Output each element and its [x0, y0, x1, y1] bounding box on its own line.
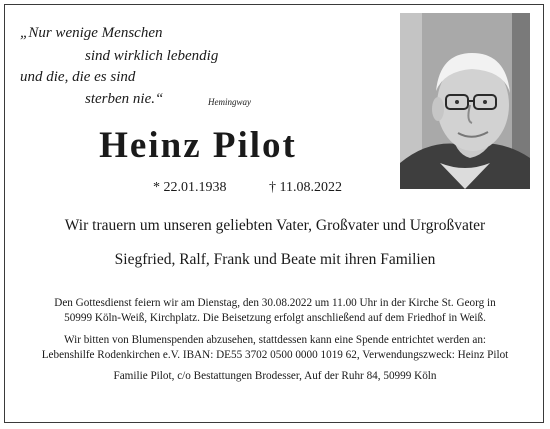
service-line-2: 50999 Köln-Weiß, Kirchplatz. Die Beisetzung erfolgt anschließend auf dem Friedhof in Weiß.: [64, 312, 486, 324]
contact-line: Familie Pilot, c/o Bestattungen Brodesser, Auf der Ruhr 84, 50999 Köln: [113, 370, 437, 382]
mourners-line: Siegfried, Ralf, Frank und Beate mit ihren Familien: [114, 251, 436, 268]
portrait-photo: [400, 13, 530, 189]
donation-line-2: Lebenshilfe Rodenkirchen e.V. IBAN: DE55 3702 0500 0000 1019 62, Verwendungszweck: Heinz Pilot: [41, 349, 509, 361]
mourning-line: Wir trauern um unseren geliebten Vater, Großvater und Urgroßvater: [64, 217, 486, 234]
quote-line-3: und die, die es sind: [20, 69, 136, 85]
quote-line-1: „Nur wenige Menschen: [20, 25, 163, 41]
birth-date: * 22.01.1938: [153, 180, 227, 195]
quote-author: Hemingway: [208, 97, 251, 107]
death-date: † 11.08.2022: [269, 180, 342, 195]
service-line-1: Den Gottesdienst feiern wir am Dienstag, den 30.08.2022 um 11.00 Uhr in der Kirche St. Georg in: [54, 297, 496, 309]
deceased-name: Heinz Pilot: [99, 125, 297, 166]
donation-line-1: Wir bitten von Blumenspenden abzusehen, stattdessen kann eine Spende entrichtet werden an:: [63, 334, 487, 346]
quote-line-4: sterben nie.“: [85, 91, 164, 107]
quote-line-2: sind wirklich lebendig: [85, 48, 219, 64]
